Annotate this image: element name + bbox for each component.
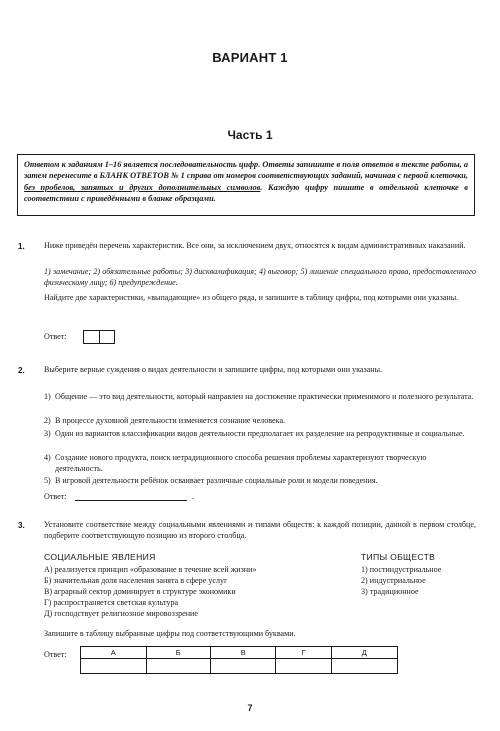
table-header-cell: Б [146,647,210,659]
variant-title: ВАРИАНТ 1 [212,50,288,65]
option-text: Создание нового продукта, поиск нетрадиционного способа решения проблемы характеризуют творческую деятельность. [55,453,427,473]
q2-prompt: Выберите верные суждения о видах деятельности и запишите цифры, под которыми они указаны. [44,365,383,374]
instructions-text-b: . Каждую цифру пишите в отдельной клеточке в соответствии с приведёнными в бланке образцами. [24,182,468,204]
option-number: 2) [44,416,51,425]
option-text: В процессе духовной деятельности изменяется сознание человека. [55,416,286,425]
q3-table-prompt: Запишите в таблицу выбранные цифры под соответствующими буквами. [44,629,296,638]
q2-option [44,416,476,427]
part-title: Часть 1 [227,128,273,142]
table-header-cell: Д [331,647,397,659]
q3-right-item: 1) постиндустриальное [361,565,442,574]
q3-right-item: 2) индустриальное [361,576,426,585]
option-number: 3) [44,429,51,438]
answer-cell[interactable] [84,331,100,343]
q2-option [44,429,476,440]
instructions-text-underlined: без пробелов, запятых и других дополнительных символов [24,182,261,192]
q2-option [44,392,476,403]
table-header-cell: А [81,647,147,659]
q3-prompt: Установите соответствие между социальными явлениями и типами обществ: к каждой позиции, данной в первом столбце, подберите соответствующую позицию из второго столбца. [44,520,476,540]
q3-left-item: В) аграрный сектор доминирует в структуре экономики [44,587,236,596]
table-header-cell: В [210,647,276,659]
option-number: 1) [44,392,51,401]
instructions-text-a: Ответом к заданиям 1–16 является последовательность цифр. Ответы запишите в поля ответов в тексте работы, а затем перенесите в БЛАНК ОТВЕТОВ № 1 справа от номеров соответствующих заданий, начиная с первой клеточки, [24,160,468,181]
q3-right-title: ТИПЫ ОБЩЕСТВ [361,552,436,562]
q3-number: 3. [18,521,25,530]
q2-number: 2. [18,366,25,375]
q3-left-title: СОЦИАЛЬНЫЕ ЯВЛЕНИЯ [44,552,156,562]
q2-answer-end: . [192,492,195,501]
q1-answer-label: Ответ: [44,332,67,341]
option-number: 5) [44,476,51,485]
q3-left-item: Д) господствует религиозное мировоззрение [44,609,198,618]
answer-cell[interactable] [276,659,331,674]
q1-task: Найдите две характеристики, «выпадающие» из общего ряда, и запишите в таблицу цифры, под которыми они указаны. [44,293,459,302]
page-number: 7 [247,703,253,713]
answer-cell[interactable] [81,659,147,674]
q2-answer-label: Ответ: [44,492,67,501]
q3-right-item: 3) традиционное [361,587,419,596]
answer-cell[interactable] [210,659,276,674]
q1-answer-cells[interactable] [83,330,115,344]
q3-answer-label: Ответ: [44,650,67,659]
option-number: 4) [44,453,51,462]
q3-left-item: Г) распространяется светская культура [44,598,179,607]
q2-option [44,476,476,487]
q2-option [44,453,476,474]
answer-cell[interactable] [331,659,397,674]
option-text: Один из вариантов классификации видов деятельности предполагает их разделение на репродуктивные и социальные. [55,429,465,438]
answer-cell[interactable] [146,659,210,674]
option-text: В игровой деятельности ребёнок осваивает различные социальные роли и модели поведения. [55,476,378,485]
table-header-cell: Г [276,647,331,659]
q3-left-item: А) реализуется принцип «образование в течение всей жизни» [44,565,257,574]
q3-left-item: Б) значительная доля населения занята в сфере услуг [44,576,228,585]
answer-cell[interactable] [100,331,115,343]
instructions-box [17,154,475,216]
option-text: Общение — это вид деятельности, который направлен на достижение практически применимого и полезного результата. [55,392,474,401]
q1-list: 1) замечание; 2) обязательные работы; 3) дисквалификация; 4) выговор; 5) лишение специального права, предоставленного физическому лицу; 6) предупреждение. [44,267,476,287]
q1-prompt: Ниже приведён перечень характеристик. Все они, за исключением двух, относятся к видам административных наказаний. [44,241,466,250]
q3-answer-table [80,646,398,674]
q2-answer-line[interactable] [75,500,187,501]
q1-number: 1. [18,242,25,251]
